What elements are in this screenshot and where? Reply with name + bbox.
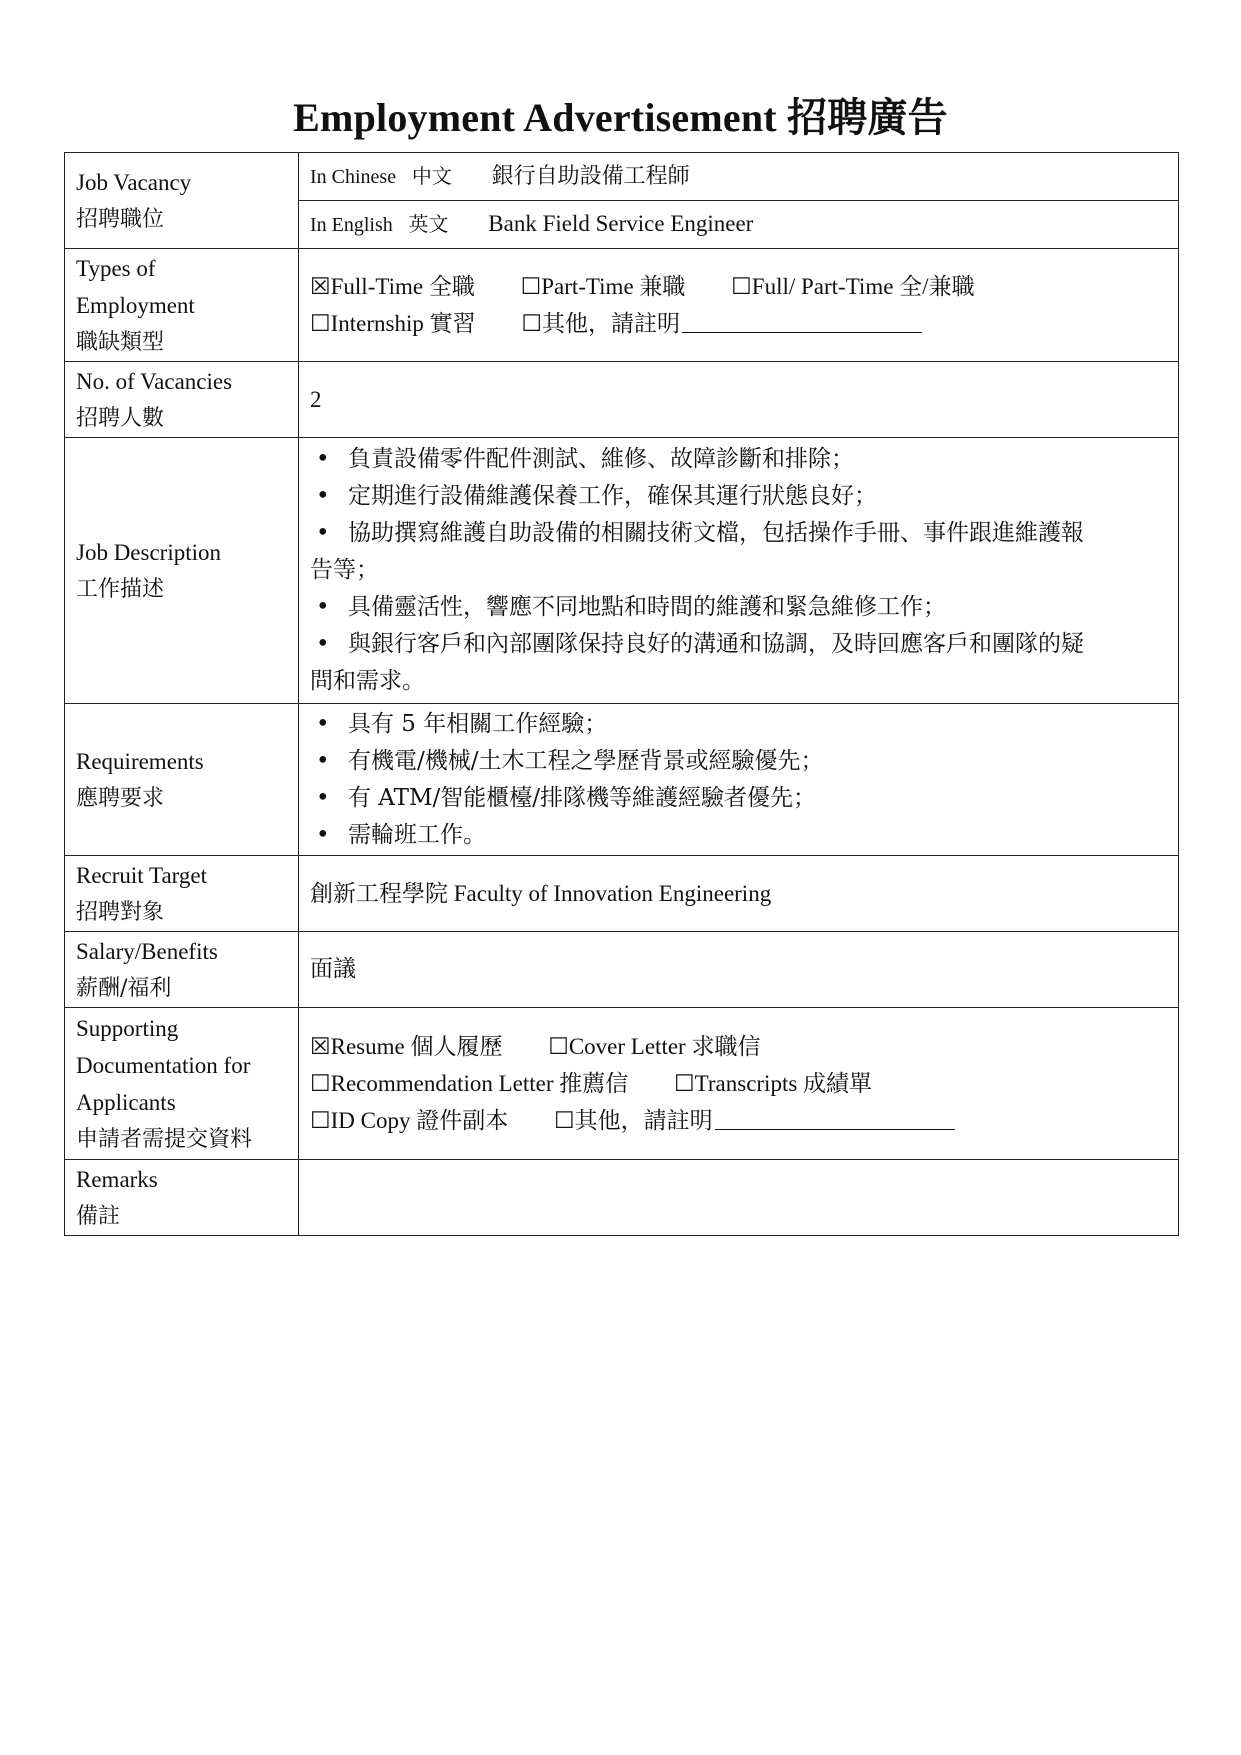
page-title: Employment Advertisement 招聘廣告	[293, 95, 948, 140]
list-item: • 具有 5 年相關工作經驗；	[310, 706, 1167, 743]
job-description-label-en: Job Description	[76, 539, 222, 565]
documents-label-cell	[65, 1008, 299, 1160]
bullet: •	[316, 710, 330, 737]
id-copy-checkbox[interactable]: ☐ID Copy 證件副本	[310, 1108, 509, 1133]
list-item: • 負責設備零件配件測試、維修、故障診斷和排除；	[310, 441, 1167, 478]
other-document-checkbox[interactable]: ☐其他，請註明	[553, 1108, 713, 1133]
job-vacancy-chinese-cell	[299, 153, 1179, 201]
salary-label-zh: 薪酬/福利	[76, 975, 172, 1001]
list-item: • 定期進行設備維護保養工作，確保其運行狀態良好；	[310, 478, 1167, 515]
remarks-label-en: Remarks	[76, 1166, 158, 1192]
salary-label-cell	[65, 932, 299, 1008]
list-item: • 需輪班工作。	[310, 817, 1167, 854]
employment-type-label-zh: 職缺類型	[76, 329, 165, 355]
bullet: •	[316, 594, 330, 620]
recommendation-letter-checkbox[interactable]: ☐Recommendation Letter 推薦信	[310, 1071, 629, 1096]
full-time-checkbox[interactable]: ☒Full-Time 全職	[310, 274, 475, 299]
vacancies-label-en: No. of Vacancies	[76, 368, 233, 394]
list-item: • 與銀行客戶和內部團隊保持良好的溝通和協調，及時回應客戶和團隊的疑	[310, 626, 1167, 663]
bullet: •	[316, 784, 330, 811]
list-item: • 有 ATM/智能櫃檯/排隊機等維護經驗者優先；	[310, 780, 1167, 817]
other-document-blank[interactable]	[715, 1107, 955, 1130]
employment-type-options-cell	[299, 249, 1179, 362]
salary-value: 面議	[299, 932, 1179, 1008]
job-title-chinese: 銀行自助設備工程師	[491, 164, 690, 189]
transcripts-checkbox[interactable]: ☐Transcripts 成績單	[674, 1071, 873, 1096]
other-type-checkbox[interactable]: ☐其他，請註明	[521, 311, 681, 336]
recruit-target-label-en: Recruit Target	[76, 862, 208, 888]
vacancies-value: 2	[299, 362, 1179, 438]
documents-label-en-1: Supporting	[76, 1015, 179, 1041]
bullet: •	[316, 520, 330, 546]
job-vacancy-english-cell	[299, 201, 1179, 249]
english-tag-en: In English	[310, 214, 393, 236]
job-description-list	[299, 438, 1179, 704]
vacancies-label-zh: 招聘人數	[76, 405, 165, 431]
full-part-time-checkbox[interactable]: ☐Full/ Part-Time 全/兼職	[731, 274, 975, 299]
cover-letter-checkbox[interactable]: ☐Cover Letter 求職信	[548, 1034, 761, 1059]
list-item: • 有機電/機械/土木工程之學歷背景或經驗優先；	[310, 743, 1167, 780]
job-title-english: Bank Field Service Engineer	[488, 211, 754, 236]
job-vacancy-label-cell	[65, 153, 299, 249]
list-item: • 協助撰寫維護自助設備的相關技術文檔，包括操作手冊、事件跟進維護報	[310, 515, 1167, 552]
job-description-label-cell	[65, 438, 299, 704]
recruit-target-value: 創新工程學院 Faculty of Innovation Engineering	[299, 856, 1179, 932]
recruit-target-label-cell	[65, 856, 299, 932]
bullet: •	[316, 483, 330, 509]
requirements-label-zh: 應聘要求	[76, 785, 165, 811]
job-vacancy-label-zh: 招聘職位	[76, 206, 165, 232]
list-item-continuation: 問和需求。	[310, 668, 425, 694]
remarks-label-cell	[65, 1160, 299, 1236]
remarks-label-zh: 備註	[76, 1203, 121, 1229]
requirements-label-en: Requirements	[76, 748, 204, 774]
chinese-tag-zh: 中文	[411, 164, 452, 188]
salary-label-en: Salary/Benefits	[76, 938, 218, 964]
documents-label-en-2: Documentation for	[76, 1052, 251, 1078]
remarks-value[interactable]	[299, 1160, 1179, 1236]
recruit-target-label-zh: 招聘對象	[76, 899, 165, 925]
job-description-label-zh: 工作描述	[76, 576, 165, 602]
bullet: •	[316, 631, 330, 657]
requirements-label-cell	[65, 704, 299, 856]
employment-type-label-en-1: Types of	[76, 255, 156, 281]
bullet: •	[316, 747, 330, 774]
internship-checkbox[interactable]: ☐Internship 實習	[310, 311, 476, 336]
part-time-checkbox[interactable]: ☐Part-Time 兼職	[520, 274, 686, 299]
employment-type-label-cell	[65, 249, 299, 362]
documents-label-en-3: Applicants	[76, 1089, 176, 1115]
documents-label-zh: 申請者需提交資料	[76, 1126, 253, 1152]
bullet: •	[316, 821, 330, 848]
employment-form-table	[64, 152, 1179, 1236]
english-tag-zh: 英文	[408, 212, 449, 236]
resume-checkbox[interactable]: ☒Resume 個人履歷	[310, 1034, 503, 1059]
documents-options-cell	[299, 1008, 1179, 1160]
list-item: • 具備靈活性，響應不同地點和時間的維護和緊急維修工作；	[310, 589, 1167, 626]
list-item-continuation: 告等；	[310, 557, 379, 583]
employment-type-label-en-2: Employment	[76, 292, 195, 318]
requirements-list	[299, 704, 1179, 856]
vacancies-label-cell	[65, 362, 299, 438]
other-type-blank[interactable]	[682, 310, 922, 333]
bullet: •	[316, 446, 330, 472]
job-vacancy-label-en: Job Vacancy	[76, 169, 192, 195]
chinese-tag-en: In Chinese	[310, 166, 397, 188]
